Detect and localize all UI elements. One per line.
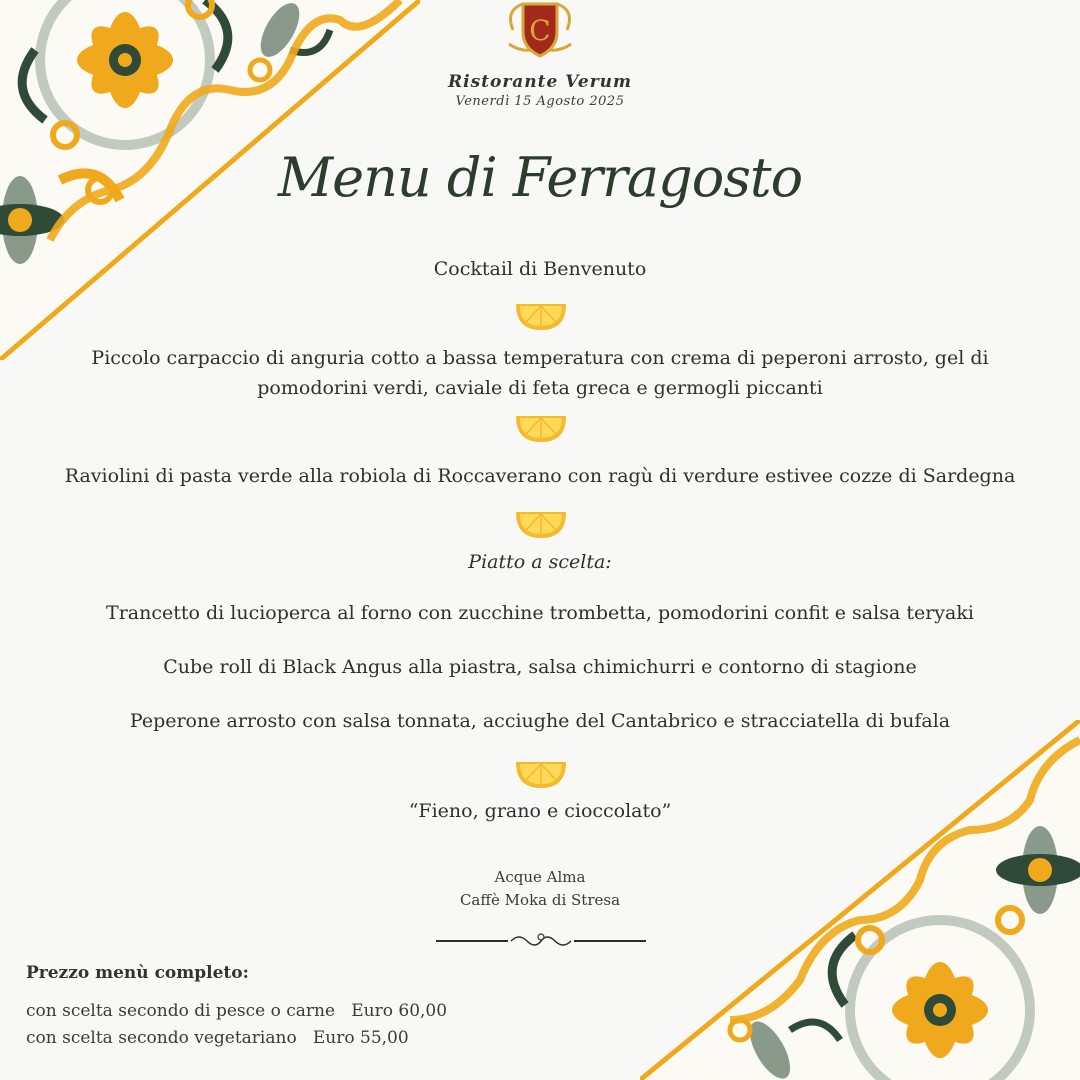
lemon-slice-icon [514,302,568,332]
ornament-divider-icon [436,930,646,950]
course-choice-fish: Trancetto di lucioperca al forno con zucchine trombetta, pomodorini confit e salsa teryaki [106,602,974,624]
price-line-fish-meat: con scelta secondo di pesce o carne Euro 60,00 [26,1001,448,1021]
lemon-slice-icon [514,510,568,540]
lemon-slice-icon [514,414,568,444]
course-dessert: “Fieno, grano e cioccolato” [408,800,672,822]
crest-logo-icon [503,0,577,62]
course-choice-vegetarian: Peperone arrosto con salsa tonnata, acciughe del Cantabrico e stracciatella di bufala [129,710,951,732]
course-starter-line-2: pomodorini verdi, caviale di feta greca e germogli piccanti [257,377,823,399]
restaurant-name: Ristorante Verum [447,72,633,92]
svg-text:C: C [529,14,551,47]
lemon-slice-icon [514,760,568,790]
event-date: Venerdì 15 Agosto 2025 [455,94,625,109]
price-line-vegetarian: con scelta secondo vegetariano Euro 55,00 [26,1028,409,1048]
extras-water: Acque Alma [494,868,586,886]
course-welcome: Cocktail di Benvenuto [433,258,647,280]
price-title: Prezzo menù completo: [26,963,249,983]
choice-label: Piatto a scelta: [468,551,612,573]
course-starter-line-1: Piccolo carpaccio di anguria cotto a bassa temperatura con crema di peperoni arrosto, gel di [91,347,989,369]
course-pasta: Raviolini di pasta verde alla robiola di Roccaverano con ragù di verdure estivee cozze di Sardegna [64,465,1016,487]
course-choice-meat: Cube roll di Black Angus alla piastra, salsa chimichurri e contorno di stagione [163,656,917,678]
menu-title: Menu di Ferragosto [277,146,803,209]
extras-coffee: Caffè Moka di Stresa [459,891,621,909]
